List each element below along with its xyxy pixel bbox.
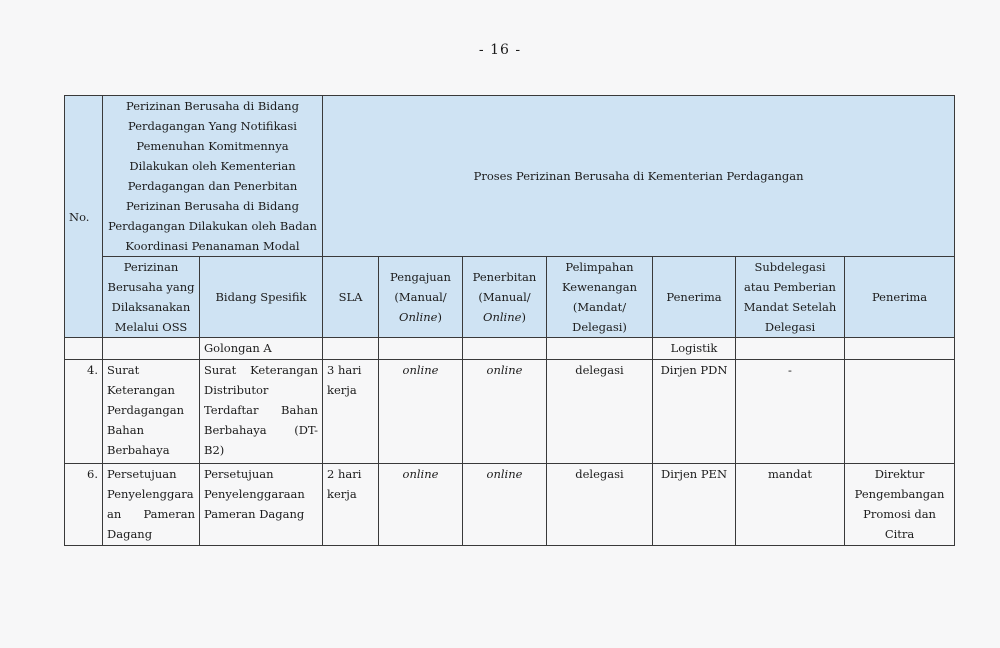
header-pengajuan: Pengajuan (Manual/ Online) <box>379 257 463 338</box>
cell-line: Distributor <box>204 383 269 397</box>
cell-line: Pengembangan <box>854 487 945 501</box>
cell-no: 6. <box>65 464 103 546</box>
cell-subdelegasi: mandat <box>736 464 845 546</box>
cell-pengajuan <box>379 464 463 546</box>
cell-penerima: Logistik <box>653 338 736 360</box>
cell-line: Direktur <box>874 467 925 481</box>
table-row <box>65 464 955 546</box>
cell-line: Bahan <box>107 423 144 437</box>
cell-line: Surat <box>107 363 140 377</box>
cell-pelimpahan: delegasi <box>547 464 653 546</box>
cell-empty <box>547 338 653 360</box>
header-group-line: Perdagangan dan Penerbitan <box>127 179 298 193</box>
header-perizinan-oss <box>103 257 200 338</box>
cell-italic: online <box>486 363 523 377</box>
cell-perizinan <box>103 464 200 546</box>
cell-line: 2 hari <box>327 467 362 481</box>
cell-line: kerja <box>327 487 357 501</box>
cell-empty <box>65 338 103 360</box>
header-line-italic: Online <box>399 310 438 324</box>
cell-empty <box>463 338 547 360</box>
header-penerbitan: Penerbitan (Manual/ Online) <box>463 257 547 338</box>
licensing-table <box>64 95 955 546</box>
cell-line: Dagang <box>107 527 153 541</box>
cell-bidang: Golongan A <box>200 338 323 360</box>
cell-line: 3 hari <box>327 363 362 377</box>
cell-penerima: Dirjen PEN <box>653 464 736 546</box>
header-penerima: Penerima <box>653 257 736 338</box>
cell-penerima-2 <box>845 464 955 546</box>
cell-penerima: Dirjen PDN <box>653 360 736 464</box>
cell-line: Persetujuan <box>107 467 177 481</box>
header-process-title: Proses Perizinan Berusaha di Kementerian Perdagangan <box>323 96 955 257</box>
header-line: (Mandat/ <box>572 300 627 314</box>
header-pelimpahan <box>547 257 653 338</box>
cell-line: Berbahaya <box>107 443 170 457</box>
cell-line: Pameran Dagang <box>204 507 305 521</box>
cell-bidang <box>200 464 323 546</box>
cell-empty <box>845 338 955 360</box>
cell-pengajuan <box>379 360 463 464</box>
header-group-line: Koordinasi Penanaman Modal <box>125 239 300 253</box>
cell-italic: online <box>486 467 523 481</box>
cell-line: Persetujuan <box>204 467 274 481</box>
cell-perizinan <box>103 360 200 464</box>
header-line: Penerbitan <box>472 270 537 284</box>
cell-line: an Pameran <box>107 507 195 521</box>
cell-empty <box>736 338 845 360</box>
header-group-line: Perizinan Berusaha di Bidang <box>126 99 299 113</box>
header-line: Perizinan <box>123 260 179 274</box>
cell-line: Berbahaya (DT- <box>204 423 318 437</box>
header-no: No. <box>65 96 103 338</box>
cell-subdelegasi: - <box>736 360 845 464</box>
header-line: atau Pemberian <box>744 280 836 294</box>
header-group-title <box>103 96 323 257</box>
cell-sla <box>323 360 379 464</box>
cell-line: kerja <box>327 383 357 397</box>
header-subdelegasi <box>736 257 845 338</box>
cell-line: Keterangan <box>107 383 175 397</box>
page-number: - 16 - <box>478 42 522 58</box>
header-group-line: Perdagangan Dilakukan oleh Badan <box>108 219 317 233</box>
cell-line: Perdagangan <box>107 403 184 417</box>
header-line: Kewenangan <box>561 280 638 294</box>
header-line: (Manual/ <box>478 290 531 304</box>
cell-penerbitan <box>463 464 547 546</box>
table-row <box>65 360 955 464</box>
header-line: Delegasi <box>764 320 816 334</box>
header-line: Dilaksanakan <box>111 300 191 314</box>
header-line: Delegasi) <box>572 320 627 334</box>
cell-penerima-2 <box>845 360 955 464</box>
cell-line: Surat Keterangan <box>204 363 318 377</box>
cell-sla <box>323 464 379 546</box>
cell-empty <box>379 338 463 360</box>
header-group-line: Perizinan Berusaha di Bidang <box>126 199 299 213</box>
header-bidang-spesifik: Bidang Spesifik <box>200 257 323 338</box>
cell-line: Citra <box>884 527 915 541</box>
header-penerima-2: Penerima <box>845 257 955 338</box>
cell-italic: online <box>402 467 439 481</box>
table-row-continuation <box>65 338 955 360</box>
cell-empty <box>323 338 379 360</box>
header-line: Pelimpahan <box>565 260 634 274</box>
cell-line: Promosi dan <box>863 507 936 521</box>
cell-bidang <box>200 360 323 464</box>
header-sla: SLA <box>323 257 379 338</box>
cell-pelimpahan: delegasi <box>547 360 653 464</box>
cell-line: Penyelenggara <box>107 487 194 501</box>
header-line-italic: Online <box>483 310 522 324</box>
header-line: Mandat Setelah <box>743 300 837 314</box>
cell-line: Terdaftar Bahan <box>204 403 318 417</box>
header-group-line: Dilakukan oleh Kementerian <box>129 159 296 173</box>
header-line: Pengajuan <box>390 270 451 284</box>
header-line: (Manual/ <box>394 290 447 304</box>
cell-empty <box>103 338 200 360</box>
header-line: Subdelegasi <box>754 260 826 274</box>
header-group-line: Pemenuhan Komitmennya <box>136 139 289 153</box>
header-line: Melalui OSS <box>114 320 188 334</box>
header-group-line: Perdagangan Yang Notifikasi <box>128 119 297 133</box>
header-line: Berusaha yang <box>107 280 195 294</box>
cell-line: Penyelenggaraan <box>204 487 305 501</box>
cell-no: 4. <box>65 360 103 464</box>
cell-penerbitan <box>463 360 547 464</box>
cell-line: B2) <box>204 443 225 457</box>
cell-italic: online <box>402 363 439 377</box>
